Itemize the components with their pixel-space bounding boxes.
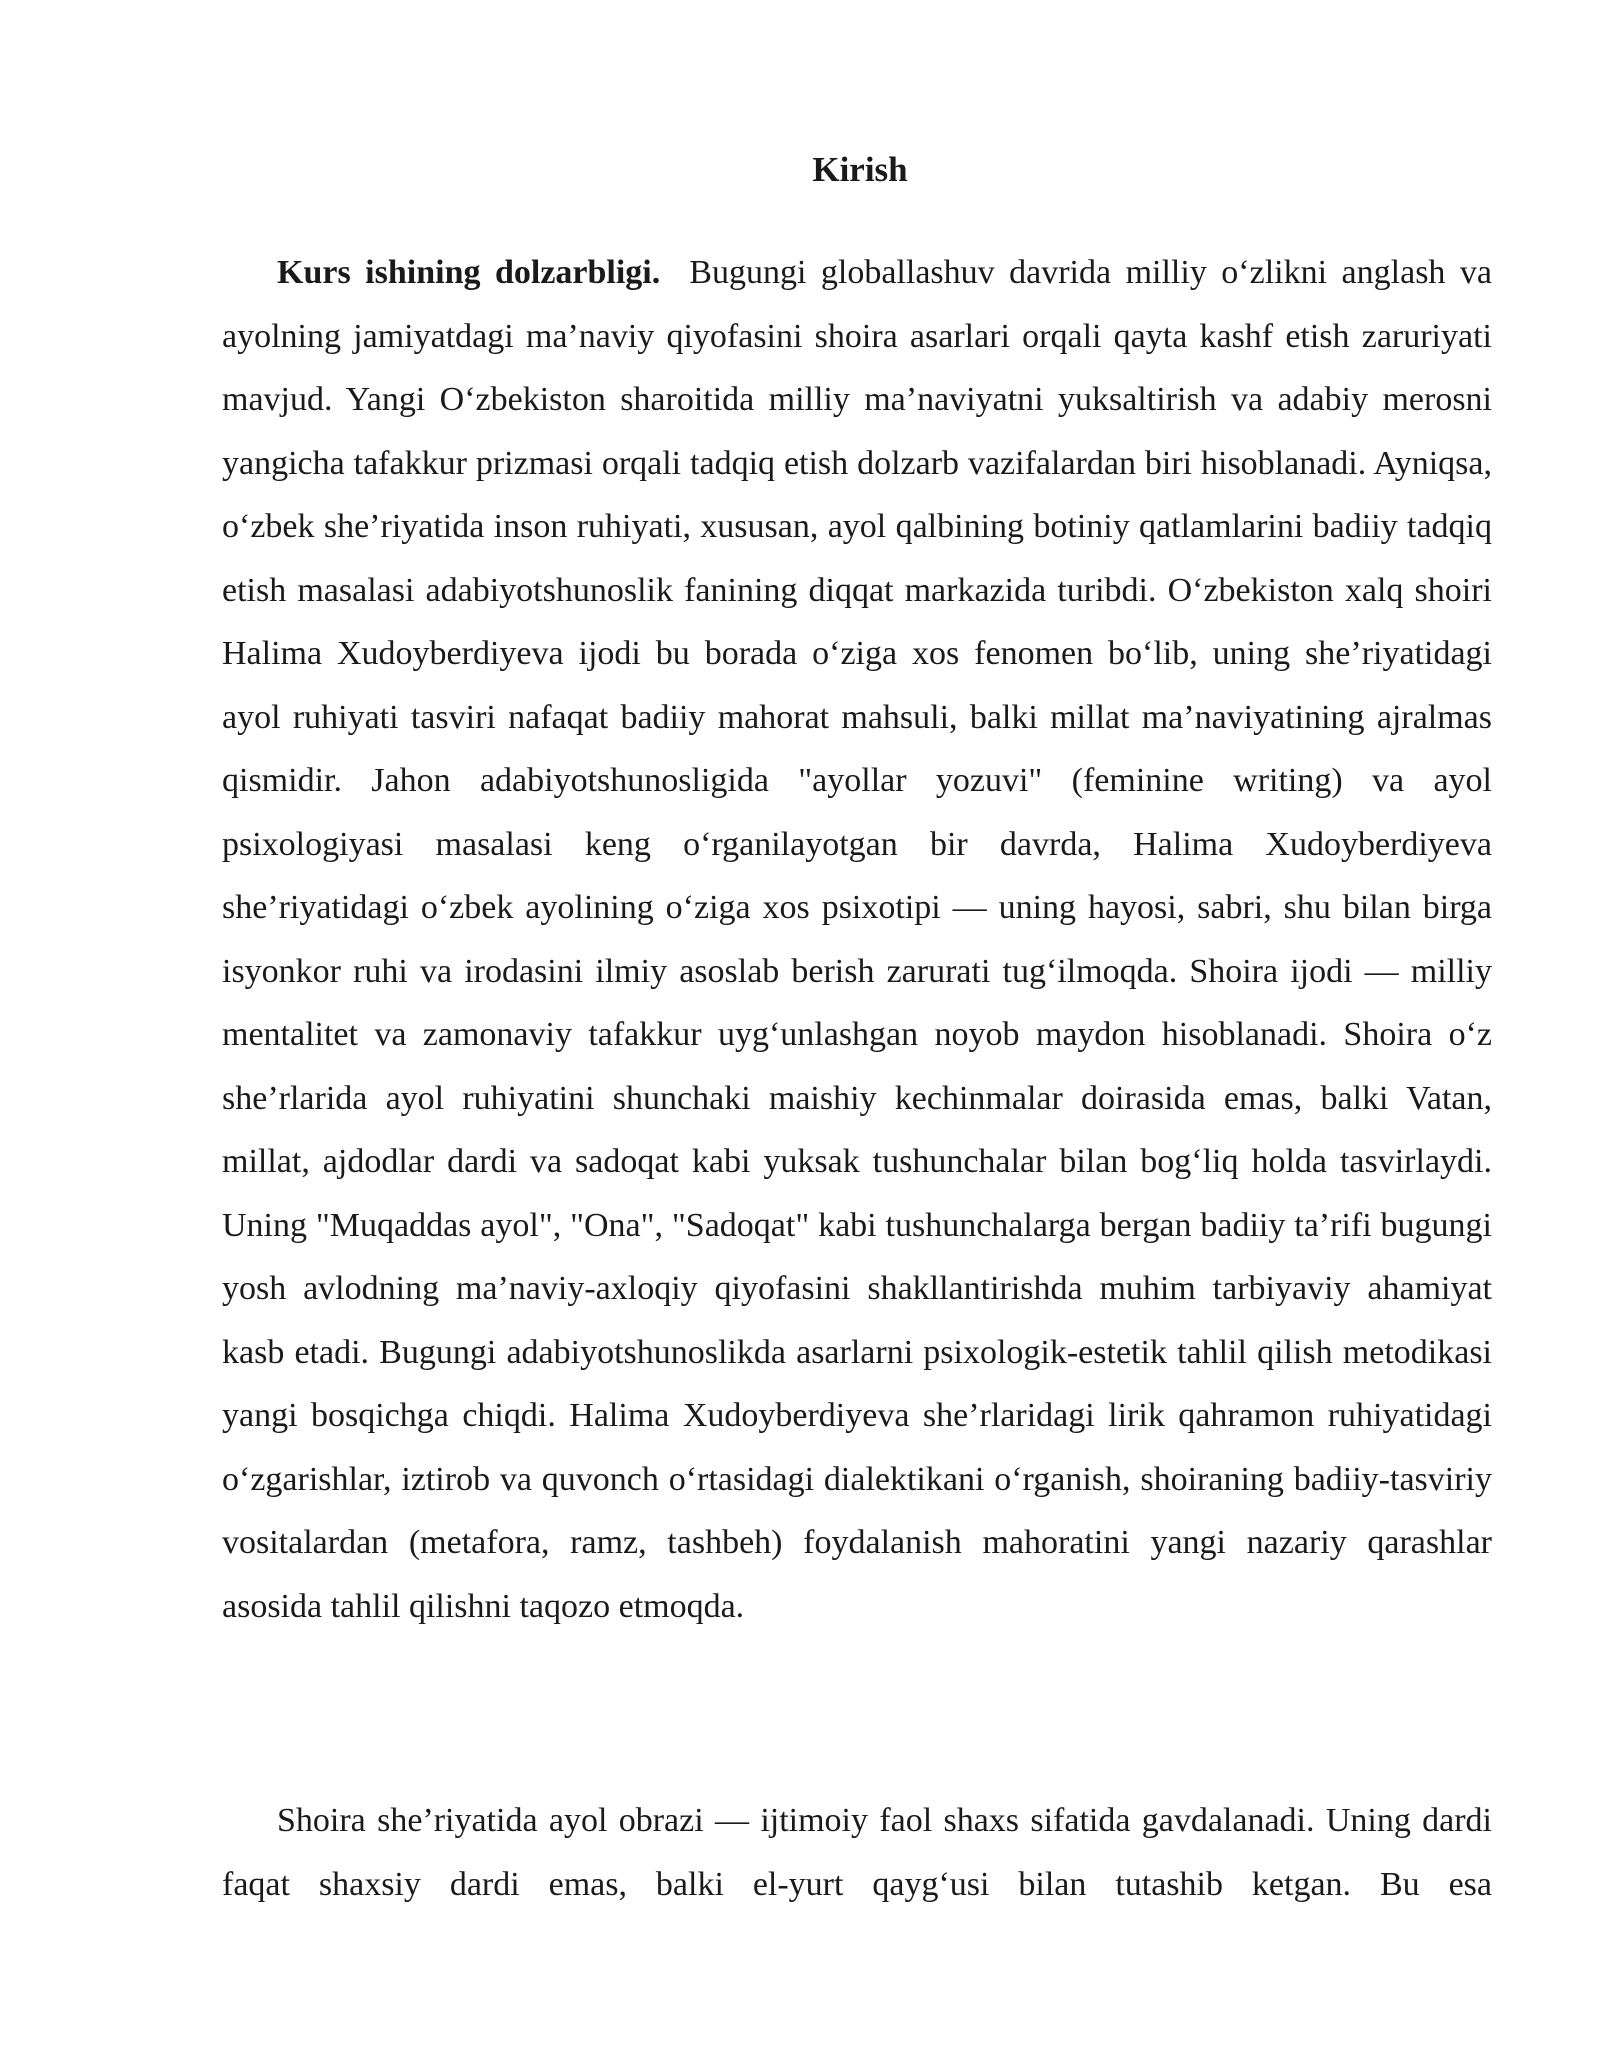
paragraph-lead-in: Kurs ishining dolzarbligi.	[277, 254, 661, 291]
page-title: Kirish	[812, 150, 908, 189]
paragraph-relevance	[222, 241, 1492, 1638]
paragraph-woman-image	[222, 1789, 1492, 1916]
paragraph-text: Bugungi globallashuv davrida milliy o‘zlikni anglash va ayolning jamiyatdagi ma’naviy qiyofasini shoira asarlari orqali qayta kashf etish zaruriyati mavjud. Yangi O‘zbekiston sharoitida milliy ma’naviyatni yuksaltirish va adabiy merosni yangicha tafakkur prizmasi orqali tadqiq etish dolzarb vazifalardan biri hisoblanadi. Ayniqsa, o‘zbek she’riyatida inson ruhiyati, xususan, ayol qalbining botiniy qatlamlarini badiiy tadqiq etish masalasi adabiyotshunoslik fanining diqqat markazida turibdi. O‘zbekiston xalq shoiri Halima Xudoyberdiyeva ijodi bu borada o‘ziga xos fenomen bo‘lib, uning she’riyatidagi ayol ruhiyati tasviri nafaqat badiiy mahorat mahsuli, balki millat ma’naviyatining ajralmas qismidir. Jahon adabiyotshunosligida "ayollar yozuvi" (feminine writing) va ayol psixologiyasi masalasi keng o‘rganilayotgan bir davrda, Halima Xudoyberdiyeva she’riyatidagi o‘zbek ayolining o‘ziga xos psixotipi — uning hayosi, sabri, shu bilan birga isyonkor ruhi va irodasini ilmiy asoslab berish zarurati tug‘ilmoqda. Shoira ijodi — milliy mentalitet va zamonaviy tafakkur uyg‘unlashgan noyob maydon hisoblanadi. Shoira o‘z she’rlarida ayol ruhiyatini shunchaki maishiy kechinmalar doirasida emas, balki Vatan, millat, ajdodlar dardi va sadoqat kabi yuksak tushunchalar bilan bog‘liq holda tasvirlaydi. Uning "Muqaddas ayol", "Ona", "Sadoqat" kabi tushunchalarga bergan badiiy ta’rifi bugungi yosh avlodning ma’naviy-axloqiy qiyofasini shakllantirishda muhim tarbiyaviy ahamiyat kasb etadi. Bugungi adabiyotshunoslikda asarlarni psixologik-estetik tahlil qilish metodikasi yangi bosqichga chiqdi. Halima Xudoyberdiyeva she’rlaridagi lirik qahramon ruhiyatidagi o‘zgarishlar, iztirob va quvonch o‘rtasidagi dialektikani o‘rganish, shoiraning badiiy-tasviriy vositalardan (metafora, ramz, tashbeh) foydalanish mahoratini yangi nazariy qarashlar asosida tahlil qilishni taqozo etmoqda.	[222, 254, 1493, 1625]
paragraph-text: Shoira she’riyatida ayol obrazi — ijtimoiy faol shaxs sifatida gavdalanadi. Uning dardi faqat shaxsiy dardi emas, balki el-yurt qayg‘usi bilan tutashib ketgan. Bu esa	[222, 1802, 1492, 1903]
